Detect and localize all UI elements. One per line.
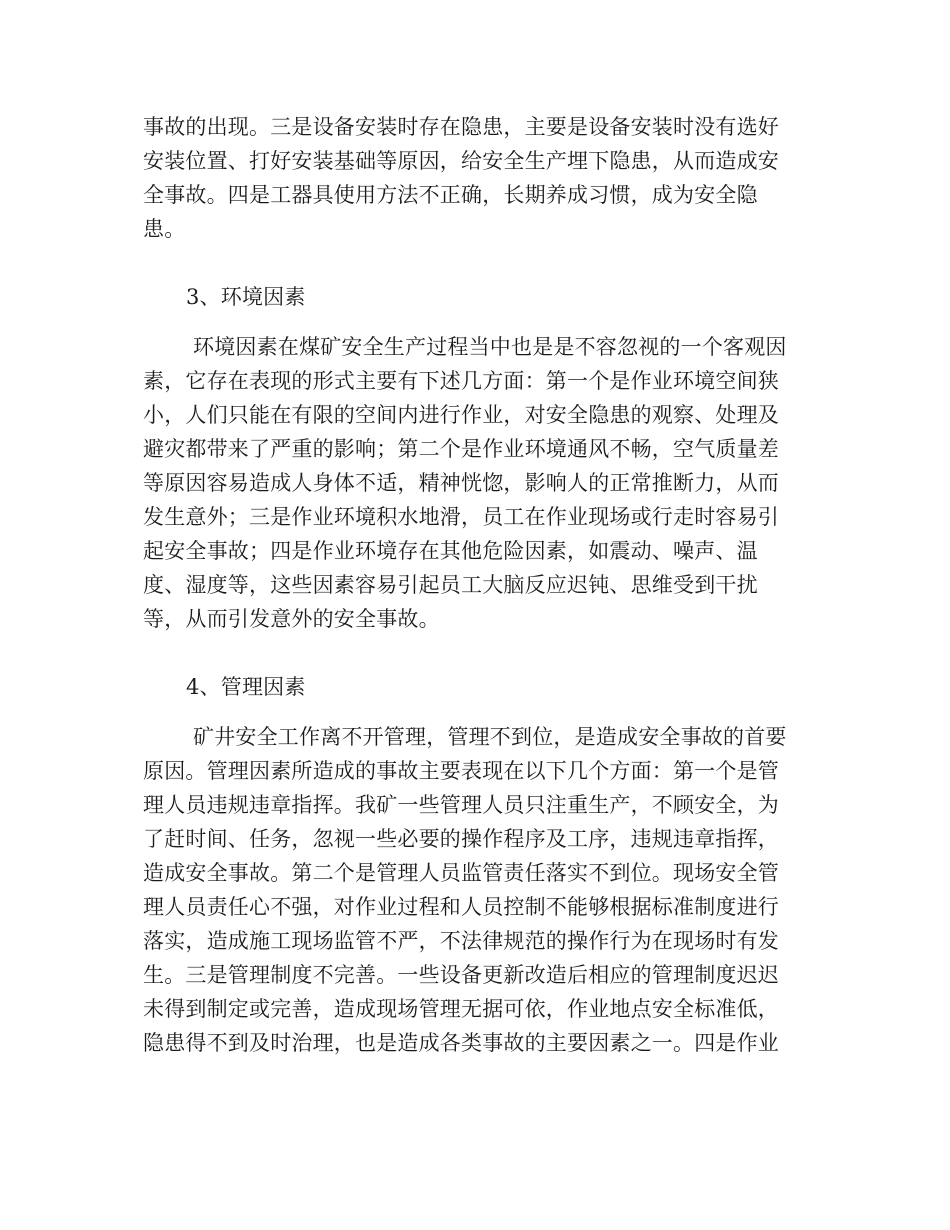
text-line: 未得到制定或完善，造成现场管理无据可依，作业地点安全标准低， xyxy=(143,997,779,1021)
text-line: 发生意外；三是作业环境积水地滑，员工在作业现场或行走时容易引 xyxy=(143,505,779,529)
text-line: 小，人们只能在有限的空间内进行作业，对安全隐患的观察、处理及 xyxy=(143,403,779,427)
text-line: 原因。管理因素所造成的事故主要表现在以下几个方面：第一个是管 xyxy=(143,759,779,783)
text-line: 生。三是管理制度不完善。一些设备更新改造后相应的管理制度迟迟 xyxy=(143,963,779,987)
text-line: 素，它存在表现的形式主要有下述几方面：第一个是作业环境空间狭 xyxy=(143,369,779,393)
paragraph-first-line: 矿井安全工作离不开管理，管理不到位，是造成安全事故的首要 xyxy=(193,725,787,749)
text-line: 全事故。四是工器具使用方法不正确，长期养成习惯，成为安全隐 xyxy=(143,183,758,207)
text-line: 安装位置、打好安装基础等原因，给安全生产埋下隐患，从而造成安 xyxy=(143,149,779,173)
text-line: 患。 xyxy=(143,217,186,241)
section-heading-management: 4、管理因素 xyxy=(186,675,306,699)
text-line: 度、湿度等，这些因素容易引起员工大脑反应迟钝、思维受到干扰 xyxy=(143,573,758,597)
text-line: 等原因容易造成人身体不适，精神恍惚，影响人的正常推断力，从而 xyxy=(143,471,779,495)
text-line: 等，从而引发意外的安全事故。 xyxy=(143,607,440,631)
text-line: 避灾都带来了严重的影响；第二个是作业环境通风不畅，空气质量差 xyxy=(143,437,779,461)
text-line: 理人员违规违章指挥。我矿一些管理人员只注重生产，不顾安全，为 xyxy=(143,793,779,817)
text-line: 了赶时间、任务，忽视一些必要的操作程序及工序，违规违章指挥， xyxy=(143,827,779,851)
text-line: 事故的出现。三是设备安装时存在隐患，主要是设备安装时没有选好 xyxy=(143,115,779,139)
text-line: 隐患得不到及时治理，也是造成各类事故的主要因素之一。四是作业 xyxy=(143,1031,779,1055)
text-line: 造成安全事故。第二个是管理人员监管责任落实不到位。现场安全管 xyxy=(143,861,779,885)
text-line: 起安全事故；四是作业环境存在其他危险因素，如震动、噪声、温 xyxy=(143,539,758,563)
section-heading-environment: 3、环境因素 xyxy=(186,285,306,309)
paragraph-first-line: 环境因素在煤矿安全生产过程当中也是是不容忽视的一个客观因 xyxy=(193,335,787,359)
text-line: 落实，造成施工现场监管不严，不法律规范的操作行为在现场时有发 xyxy=(143,929,779,953)
text-line: 理人员责任心不强，对作业过程和人员控制不能够根据标准制度进行 xyxy=(143,895,779,919)
